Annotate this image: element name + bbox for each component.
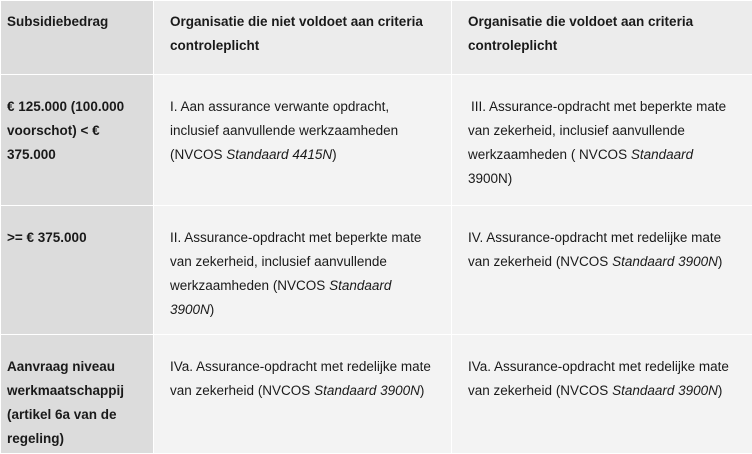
- assurance-text: IVa. Assurance-opdracht met redelijke mate van zekerheid: [468, 359, 729, 398]
- assurance-text: I. Aan assurance verwante opdracht, inclusief aanvullende werkzaamheden: [170, 99, 398, 138]
- standard-ref-italic: Standaard 3900N: [612, 254, 718, 269]
- standard-ref-close: ): [332, 147, 337, 162]
- row-amount: € 125.000 (100.000 voorschot) < € 375.000: [1, 75, 154, 206]
- table-row: [1, 335, 752, 454]
- standard-ref-close: ): [718, 254, 723, 269]
- standard-ref-close: ): [718, 383, 723, 398]
- standard-ref-italic: Standaard 3900N: [170, 278, 391, 317]
- header-niet-controleplicht: Organisatie die niet voldoet aan criteria controleplicht: [154, 1, 452, 75]
- row-amount: >= € 375.000: [1, 206, 154, 335]
- table-row: [1, 206, 752, 335]
- standard-ref-italic: Standaard: [631, 147, 693, 162]
- assurance-cell: [154, 75, 452, 206]
- standard-ref-open: (NVCOS: [556, 383, 612, 398]
- assurance-text: III. Assurance-opdracht met beperkte mate van zekerheid, inclusief aanvullende werkzaamheden: [468, 99, 726, 162]
- table-row: [1, 75, 752, 206]
- assurance-cell: [154, 335, 452, 454]
- standard-ref-close: ): [420, 383, 425, 398]
- standard-ref-italic: Standaard 3900N: [612, 383, 718, 398]
- assurance-text: IVa. Assurance-opdracht met redelijke mate van zekerheid: [170, 359, 431, 398]
- header-subsidiebedrag: Subsidiebedrag: [1, 1, 154, 75]
- assurance-cell: [154, 206, 452, 335]
- row-amount: Aanvraag niveau werkmaatschappij (artikel 6a van de regeling): [1, 335, 154, 454]
- standard-ref-open: (NVCOS: [273, 278, 329, 293]
- standard-ref-open: ( NVCOS: [571, 147, 631, 162]
- assurance-text: IV. Assurance-opdracht met redelijke mate van zekerheid: [468, 230, 721, 269]
- header-wel-controleplicht: Organisatie die voldoet aan criteria controleplicht: [452, 1, 752, 75]
- standard-ref-close: 3900N): [468, 171, 512, 186]
- assurance-cell: [452, 335, 752, 454]
- standard-ref-open: (NVCOS: [258, 383, 314, 398]
- table-header-row: [1, 1, 752, 75]
- standard-ref-italic: Standaard 3900N: [314, 383, 420, 398]
- assurance-cell: [452, 75, 752, 206]
- assurance-text: II. Assurance-opdracht met beperkte mate van zekerheid, inclusief aanvullende werkzaamheden: [170, 230, 421, 293]
- assurance-cell: [452, 206, 752, 335]
- standard-ref-italic: Standaard 4415N: [226, 147, 332, 162]
- standard-ref-open: (NVCOS: [556, 254, 612, 269]
- standard-ref-close: ): [210, 302, 215, 317]
- standard-ref-open: (NVCOS: [170, 147, 226, 162]
